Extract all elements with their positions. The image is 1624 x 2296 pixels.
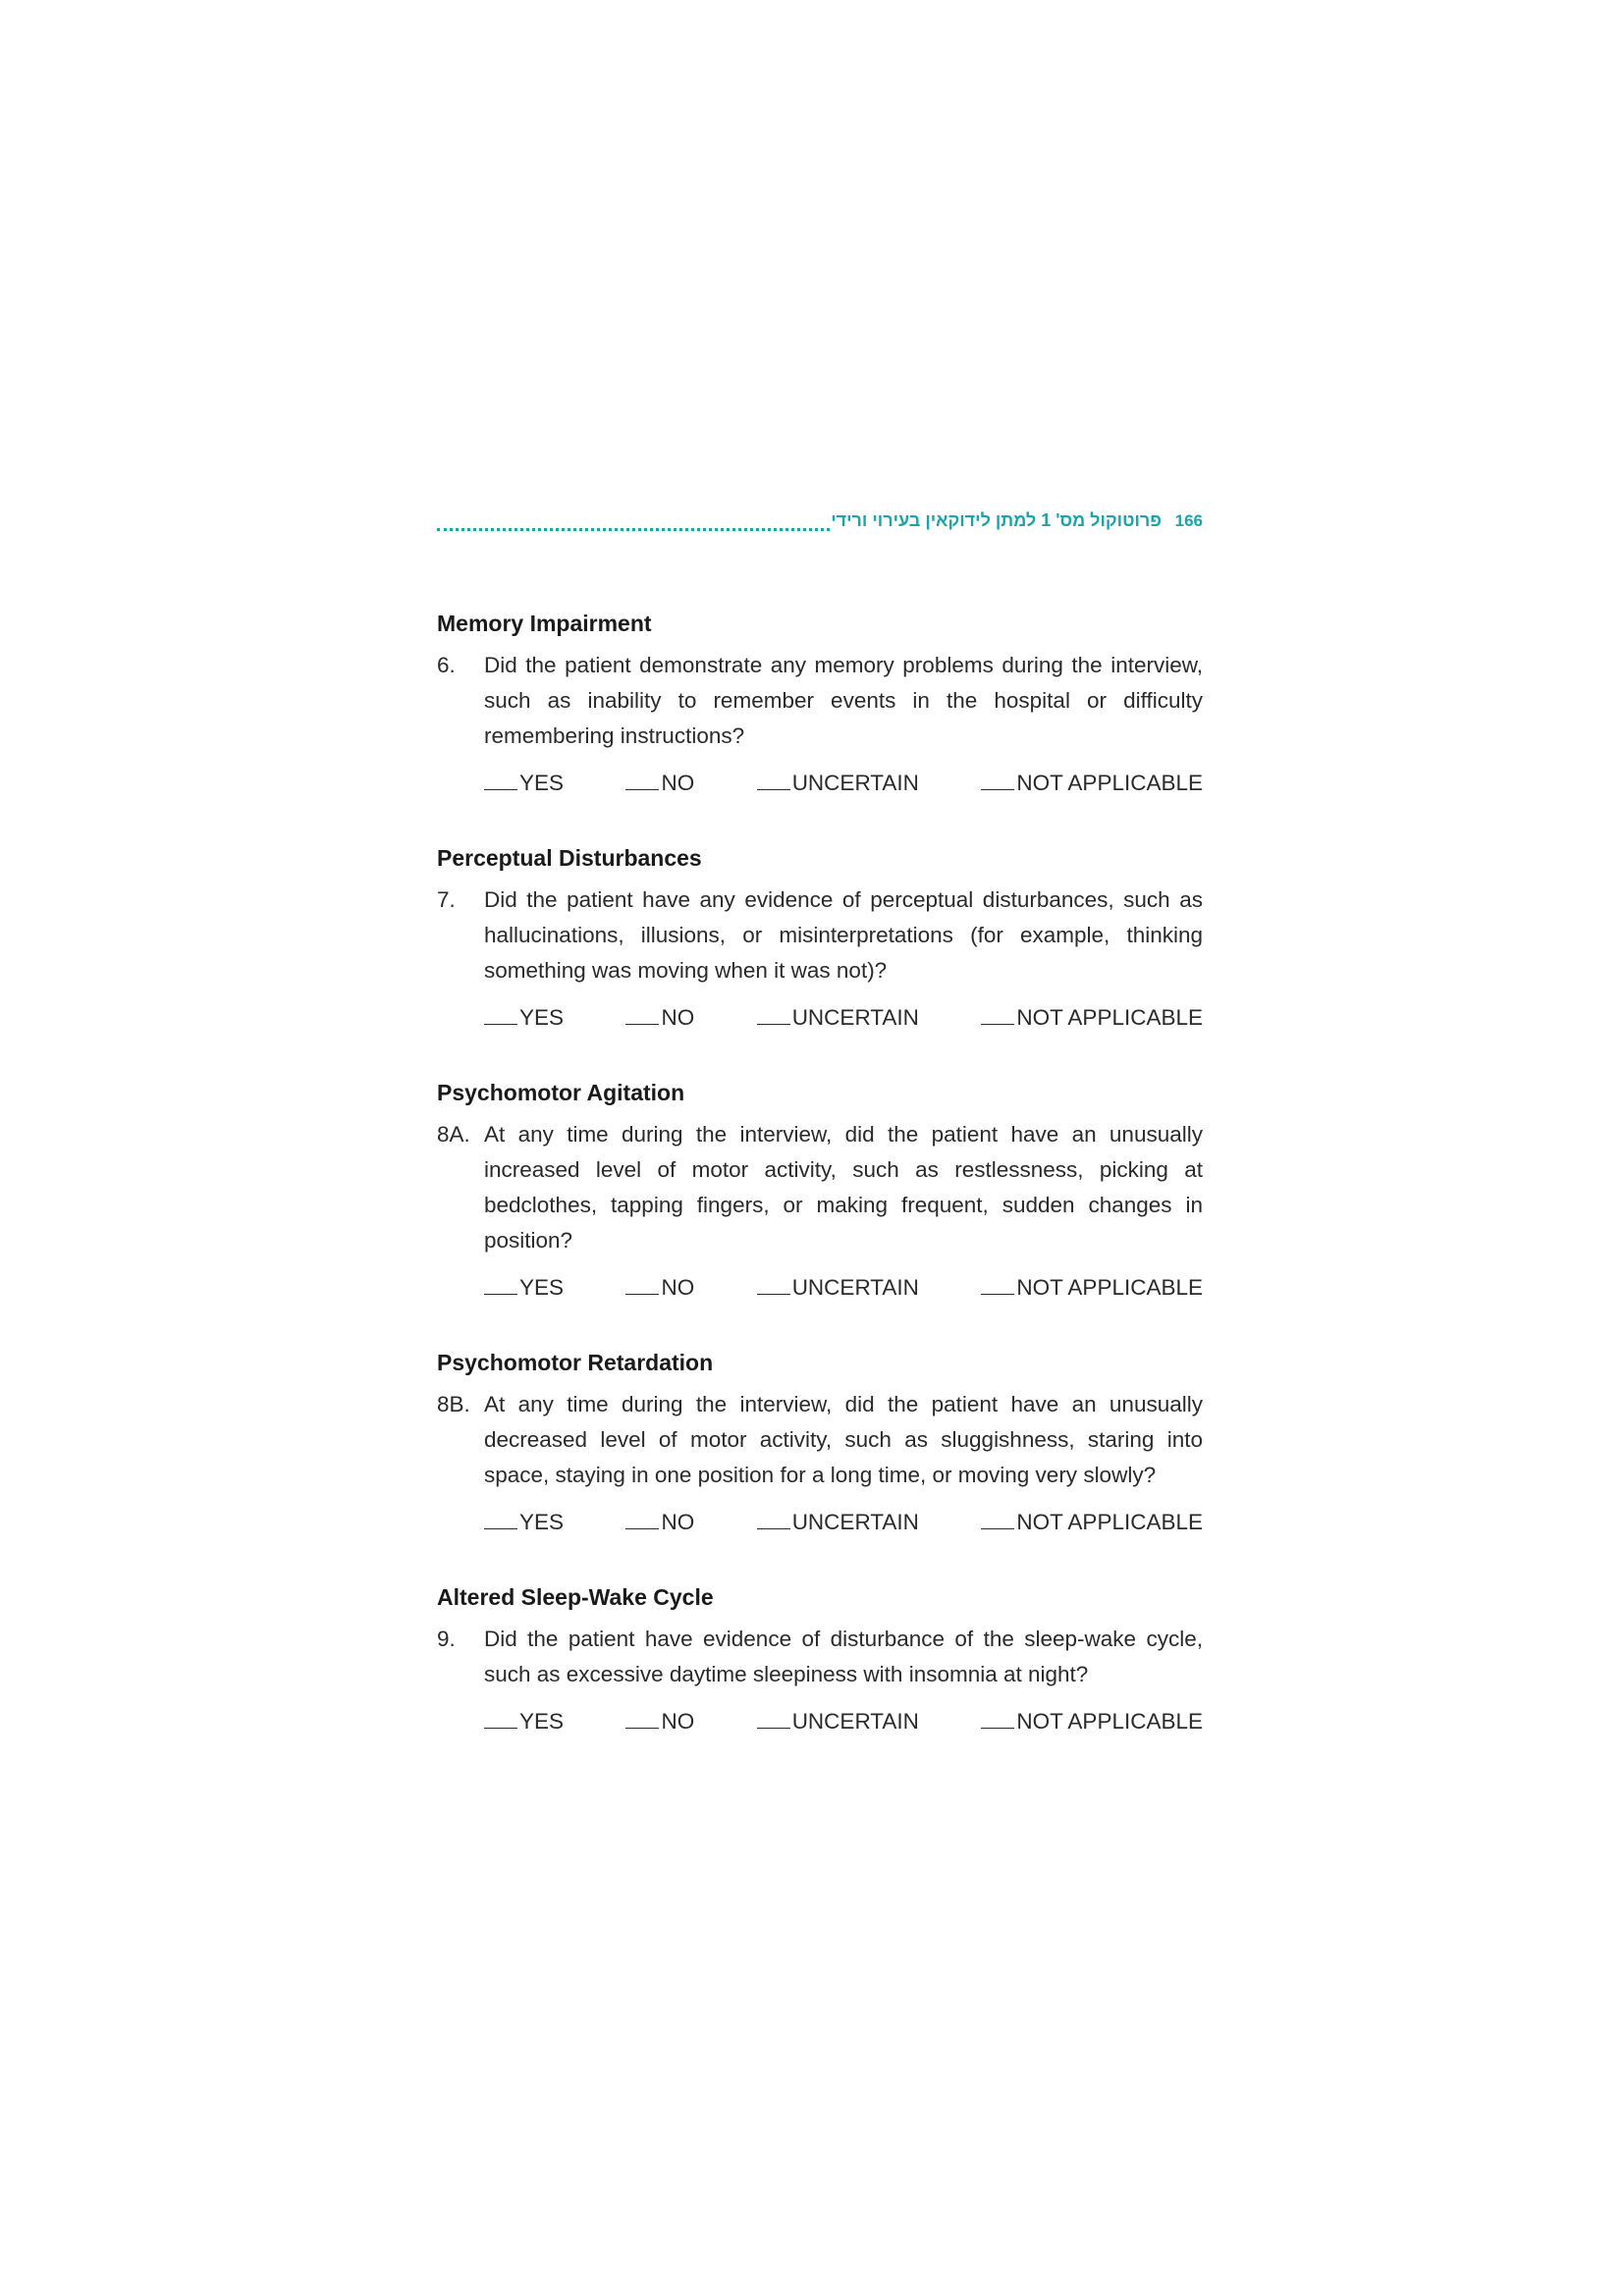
answer-blank[interactable] [757,768,790,790]
option-not-applicable[interactable]: NOT APPLICABLE [981,1507,1203,1537]
answer-blank[interactable] [757,1507,790,1529]
option-not-applicable[interactable]: NOT APPLICABLE [981,1272,1203,1303]
question [437,1117,1203,1258]
question-text: Did the patient have evidence of disturbance of the sleep-wake cycle, such as excessive daytime sleepiness with insomnia at night? [484,1627,1203,1686]
answer-blank[interactable] [981,1272,1014,1295]
section-title: Perceptual Disturbances [437,845,702,871]
answer-blank[interactable] [625,1706,659,1729]
section-title: Psychomotor Retardation [437,1350,714,1375]
option-yes[interactable]: YES [484,1272,564,1303]
running-header [437,508,1203,536]
section-title: Altered Sleep-Wake Cycle [437,1584,714,1610]
question-text: Did the patient have any evidence of perceptual disturbances, such as hallucinations, illusions, or misinterpretations (for example, thinking something was moving when it was not)? [484,887,1203,983]
answer-blank[interactable] [981,1507,1014,1529]
question [437,1387,1203,1493]
answer-blank[interactable] [625,1272,659,1295]
question-text: At any time during the interview, did the patient have an unusually increased level of motor activity, such as restlessness, picking at bedclothes, tapping fingers, or making frequent, sudden changes in position? [484,1122,1203,1253]
question-number: 9. [437,1627,456,1651]
section-memory-impairment [437,609,1203,798]
option-yes[interactable]: YES [484,1706,564,1736]
answer-blank[interactable] [757,1272,790,1295]
answer-blank[interactable] [625,1002,659,1025]
questionnaire [437,609,1203,1782]
question-number: 6. [437,653,456,677]
dotted-leader [437,528,830,531]
option-not-applicable[interactable]: NOT APPLICABLE [981,1002,1203,1033]
option-not-applicable[interactable]: NOT APPLICABLE [981,1706,1203,1736]
section-title: Psychomotor Agitation [437,1080,685,1105]
option-yes[interactable]: YES [484,768,564,798]
question-text: At any time during the interview, did the patient have an unusually decreased level of motor activity, such as sluggishness, staring into space, staying in one position for a long time, or moving very slowly? [484,1392,1203,1487]
question [437,648,1203,754]
section-psychomotor-retardation [437,1348,1203,1537]
option-no[interactable]: NO [625,1002,694,1033]
page-number: 166 [1174,511,1203,530]
section-altered-sleep-wake-cycle [437,1582,1203,1736]
answer-blank[interactable] [981,768,1014,790]
question-number: 8B. [437,1392,470,1416]
option-uncertain[interactable]: UNCERTAIN [757,768,919,798]
section-psychomotor-agitation [437,1078,1203,1303]
answer-blank[interactable] [625,768,659,790]
section-perceptual-disturbances [437,843,1203,1033]
option-uncertain[interactable]: UNCERTAIN [757,1002,919,1033]
option-no[interactable]: NO [625,768,694,798]
answer-options [484,1002,1203,1033]
question [437,1622,1203,1692]
answer-blank[interactable] [484,1272,517,1295]
answer-blank[interactable] [757,1706,790,1729]
question-text: Did the patient demonstrate any memory problems during the interview, such as inability to remember events in the hospital or difficulty remembering instructions? [484,653,1203,748]
answer-blank[interactable] [625,1507,659,1529]
answer-blank[interactable] [484,1706,517,1729]
answer-options [484,1706,1203,1736]
answer-options [484,1272,1203,1303]
question-number: 7. [437,887,456,912]
answer-blank[interactable] [484,768,517,790]
answer-blank[interactable] [757,1002,790,1025]
answer-blank[interactable] [981,1002,1014,1025]
question-number: 8A. [437,1122,470,1147]
option-uncertain[interactable]: UNCERTAIN [757,1272,919,1303]
header-title: פרוטוקול מס' 1 למתן לידוקאין בעירוי ורידי [831,510,1162,530]
question [437,882,1203,988]
option-not-applicable[interactable]: NOT APPLICABLE [981,768,1203,798]
section-title: Memory Impairment [437,611,652,636]
option-uncertain[interactable]: UNCERTAIN [757,1706,919,1736]
option-no[interactable]: NO [625,1706,694,1736]
answer-blank[interactable] [981,1706,1014,1729]
option-no[interactable]: NO [625,1272,694,1303]
answer-options [484,1507,1203,1537]
option-uncertain[interactable]: UNCERTAIN [757,1507,919,1537]
option-yes[interactable]: YES [484,1002,564,1033]
answer-options [484,768,1203,798]
answer-blank[interactable] [484,1002,517,1025]
option-no[interactable]: NO [625,1507,694,1537]
answer-blank[interactable] [484,1507,517,1529]
option-yes[interactable]: YES [484,1507,564,1537]
